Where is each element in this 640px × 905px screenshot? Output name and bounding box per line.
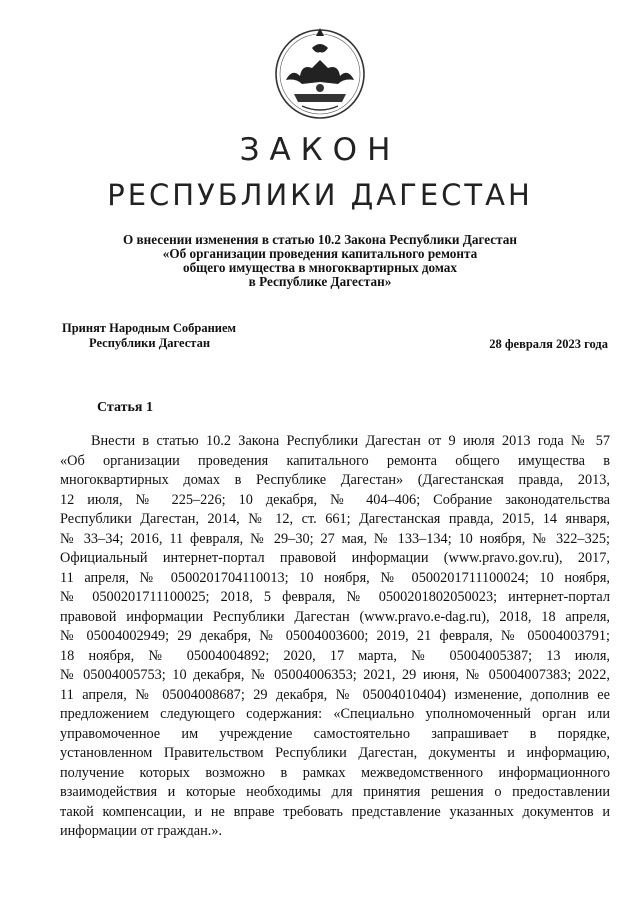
article-heading: Статья 1	[97, 400, 153, 415]
adoption-line: Республики Дагестан	[89, 336, 211, 350]
subject-line: в Республике Дагестан»	[248, 274, 392, 289]
document-title: ЗАКОН	[239, 132, 401, 168]
body-line: управомоченное им учреждение самостоятельно запрашивает в порядке,	[60, 725, 610, 742]
adoption-line: Принят Народным Собранием	[62, 321, 237, 335]
body-line: Официальный интернет-портал правовой информации (www.pravo.gov.ru), 2017,	[60, 550, 610, 566]
body-line: установленном Правительством Республики Дагестан, документы и информацию,	[60, 745, 610, 761]
subject-line: «Об организации проведения капитального ремонта	[162, 246, 478, 261]
adoption-date: 28 февраля 2023 года	[489, 337, 608, 351]
body-line: 11 апреля, № 0500201704110013; 10 ноября, № 0500201711100024; 10 ноября,	[60, 569, 610, 586]
document-subtitle: РЕСПУБЛИКИ ДАГЕСТАН	[107, 178, 533, 212]
adoption-block	[62, 321, 236, 351]
law-subject	[60, 233, 580, 289]
body-line: «Об организации проведения капитального ремонта общего имущества в	[60, 452, 610, 469]
article-body	[60, 432, 610, 842]
body-line: 11 апреля, № 05004008687; 29 декабря, № 05004010404) изменение, дополнив ее	[60, 686, 610, 703]
body-line: информации от граждан.».	[60, 823, 223, 839]
body-line: 12 июля, № 225–226; 10 декабря, № 404–406; Собрание законодательства	[60, 491, 610, 508]
body-line: Внести в статью 10.2 Закона Республики Дагестан от 9 июля 2013 года № 57	[91, 433, 610, 449]
body-line: предложением следующего содержания: «Специально уполномоченный орган или	[60, 706, 610, 722]
body-line: многоквартирных домах в Республике Дагестан» (Дагестанская правда, 2013,	[60, 472, 610, 488]
body-line: 18 ноября, № 05004004892; 2020, 17 марта, № 05004005387; 13 июля,	[60, 647, 610, 664]
body-line: № 05004002949; 29 декабря, № 05004003600; 2019, 21 февраля, № 05004003791;	[60, 628, 610, 644]
coat-of-arms-icon	[272, 24, 368, 124]
body-line: взаимодействия и которые необходимы для принятия решения о предоставлении	[60, 784, 610, 800]
subject-line: О внесении изменения в статью 10.2 Закона Республики Дагестан	[122, 232, 517, 247]
body-line: правовой информации Республики Дагестан (www.pravo.e-dag.ru), 2018, 18 апреля,	[60, 608, 610, 625]
body-line: № 05004005753; 10 декабря, № 05004006353; 2021, 29 июня, № 05004007383; 2022,	[60, 667, 610, 683]
body-line: Республики Дагестан, 2014, № 12, ст. 661; Дагестанская правда, 2015, 14 января,	[60, 511, 610, 527]
body-line: № 0500201711100025; 2018, 5 февраля, № 0500201802050023; интернет-портал	[60, 589, 610, 605]
subject-line: общего имущества в многоквартирных домах	[182, 260, 457, 275]
body-line: получение которых возможно в рамках межведомственного информационного	[60, 764, 610, 781]
body-line: № 33–34; 2016, 11 февраля, № 29–30; 27 мая, № 133–134; 10 ноября, № 322–325;	[60, 530, 610, 547]
body-line: такой компенсации, и не вправе требовать представление указанных документов и	[60, 803, 610, 820]
